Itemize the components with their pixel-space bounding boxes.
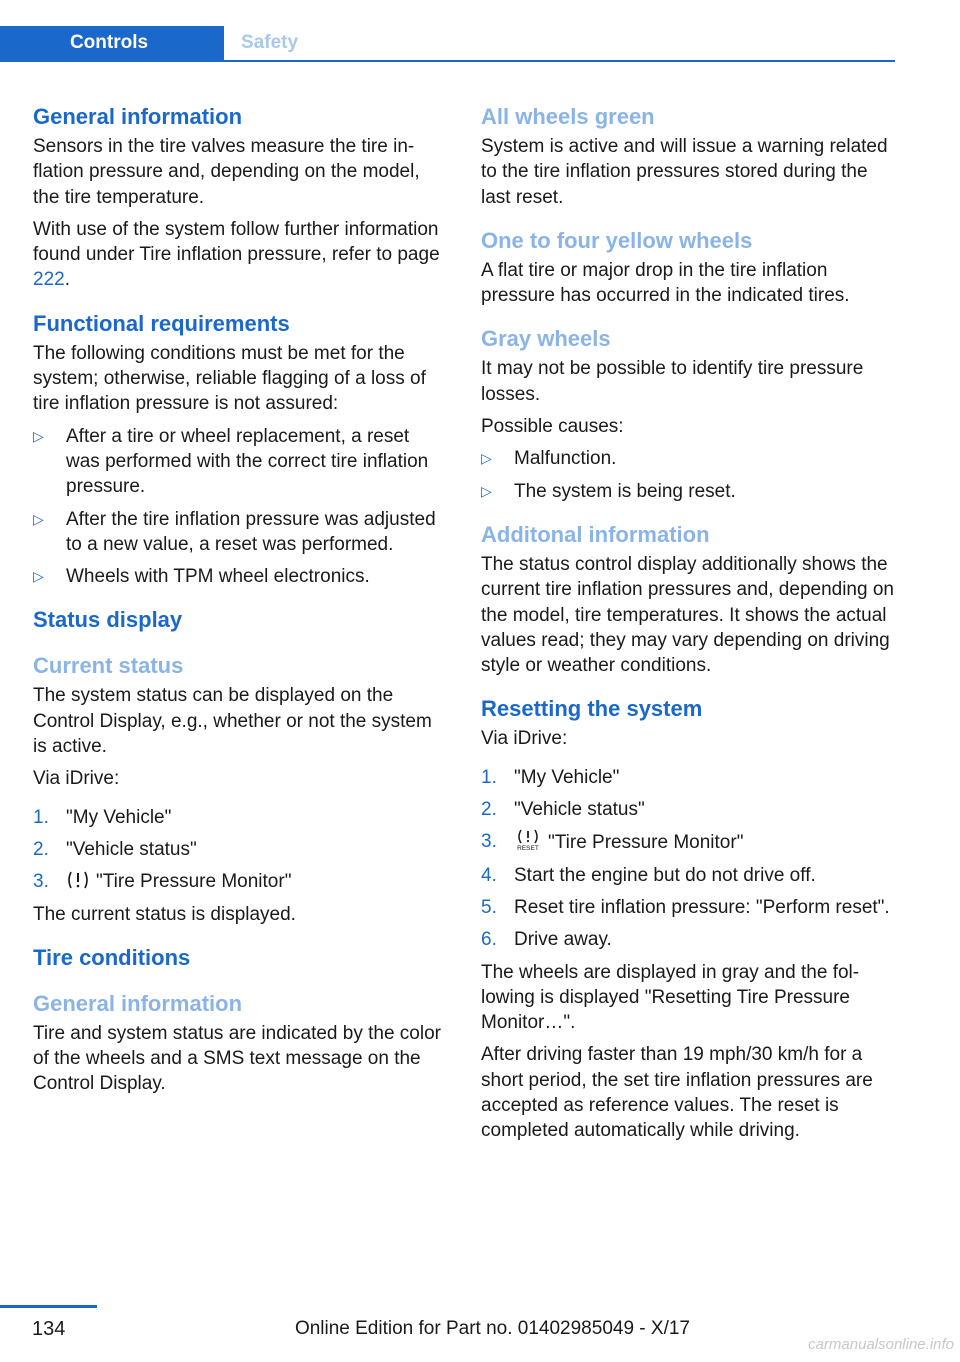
list-item: ▷ After the tire inflation pressure was adjusted to a new value, a reset was performed. <box>33 508 436 555</box>
subheading-current-status: Current status <box>33 653 184 679</box>
heading-functional-requirements: Functional requirements <box>33 310 290 336</box>
list-item: ▷ Wheels with TPM wheel electronics. <box>33 564 445 589</box>
watermark: carmanualsonline.info <box>808 1336 954 1353</box>
list-item: 1. "My Vehicle" <box>33 806 172 828</box>
paragraph: It may not be possible to identify tire pressure losses. <box>481 358 864 405</box>
triangle-bullet-icon: ▷ <box>481 450 492 467</box>
paragraph: A flat tire or major drop in the tire inflation pressure has occurred in the indicated tires. <box>481 259 850 307</box>
paragraph: The current status is displayed. <box>33 903 296 925</box>
list-item: 5. Reset tire inflation pressure: "Perform reset". <box>481 896 890 918</box>
page-number: 134 <box>32 1318 66 1340</box>
paragraph: The system status can be displayed on the Control Display, e.g., whether or not the system is active. <box>33 685 432 758</box>
numbered-list <box>33 805 445 895</box>
heading-resetting-the-system: Resetting the system <box>481 696 703 722</box>
tab-controls[interactable]: Controls <box>0 26 224 60</box>
page-link[interactable]: 222 <box>33 269 65 291</box>
bullet-list <box>33 424 445 590</box>
subheading-general-information: General information <box>33 990 243 1016</box>
list-item: 3. "Tire Pressure Monitor" <box>33 871 292 893</box>
paragraph: Possible causes: <box>481 416 624 438</box>
heading-general-information: General information <box>33 104 243 129</box>
subheading-additional-information: Additonal information <box>481 521 710 547</box>
paragraph: The status control display additionally shows the current tire inflation pressures and, depending on the model, tire temperatures. It shows the actual values read; they may vary depending on driving style or weather conditions. <box>481 553 894 677</box>
subheading-yellow-wheels: One to four yellow wheels <box>481 227 753 253</box>
chapter-tabs <box>0 26 895 62</box>
paragraph: Via iDrive: <box>33 768 120 790</box>
triangle-bullet-icon: ▷ <box>481 482 492 499</box>
triangle-bullet-icon: ▷ <box>33 568 44 585</box>
list-item: 4. Start the engine but do not drive off. <box>481 864 816 886</box>
list-item: 6. Drive away. <box>481 929 612 951</box>
numbered-list <box>481 765 895 953</box>
bullet-list <box>481 446 895 504</box>
paragraph: Tire and system status are indicated by the color of the wheels and a SMS text message on the Control Display. <box>33 1022 441 1095</box>
right-column <box>481 100 895 1151</box>
tire-pressure-reset-icon <box>514 829 542 851</box>
tab-safety[interactable]: Safety <box>241 32 299 53</box>
list-item: 1. "My Vehicle" <box>481 766 620 788</box>
subheading-gray-wheels: Gray wheels <box>481 326 611 352</box>
triangle-bullet-icon: ▷ <box>33 510 44 527</box>
list-item: 2. "Vehicle status" <box>481 799 645 821</box>
paragraph-page-reference: With use of the system follow further information found under Tire inflation pressure, refer to page 222. <box>33 218 440 291</box>
tire-pressure-warning-icon <box>66 870 90 890</box>
subheading-all-wheels-green: All wheels green <box>481 104 655 129</box>
paragraph: Sensors in the tire valves measure the tire inflation pressure and, depending on the model, the tire temperature. <box>33 136 420 208</box>
list-item: ▷ The system is being reset. <box>481 479 895 504</box>
triangle-bullet-icon: ▷ <box>33 427 44 444</box>
list-item: ▷ After a tire or wheel replacement, a reset was performed with the correct tire inflation pressure. <box>33 425 429 498</box>
footer-rule <box>0 1305 97 1308</box>
list-item: ▷ Malfunction. <box>481 446 895 471</box>
tab-underline <box>0 60 895 62</box>
paragraph: Via iDrive: <box>481 728 568 750</box>
heading-status-display: Status display <box>33 607 183 633</box>
paragraph: After driving faster than 19 mph/30 km/h for a short period, the set tire inflation pressures are accepted as reference values. The reset is completed automatically while driving. <box>481 1044 873 1142</box>
edition-note: Online Edition for Part no. 01402985049 - X/17 <box>294 1318 690 1339</box>
paragraph: The following conditions must be met for the system; otherwise, reliable flagging of a loss of tire inflation pressure is not assured: <box>33 342 426 415</box>
svg-text:RESET: RESET <box>517 845 539 852</box>
list-item: 2. "Vehicle status" <box>33 838 197 860</box>
paragraph: System is active and will issue a warning related to the tire inflation pressures stored during the last reset. <box>481 136 888 208</box>
paragraph: The wheels are displayed in gray and the following is displayed "Resetting Tire Pressure Monitor…". <box>481 961 860 1034</box>
list-item: 3. RESET "Tire Pressure Monitor" <box>481 831 744 854</box>
heading-tire-conditions: Tire conditions <box>33 944 191 970</box>
left-column <box>33 100 445 1104</box>
